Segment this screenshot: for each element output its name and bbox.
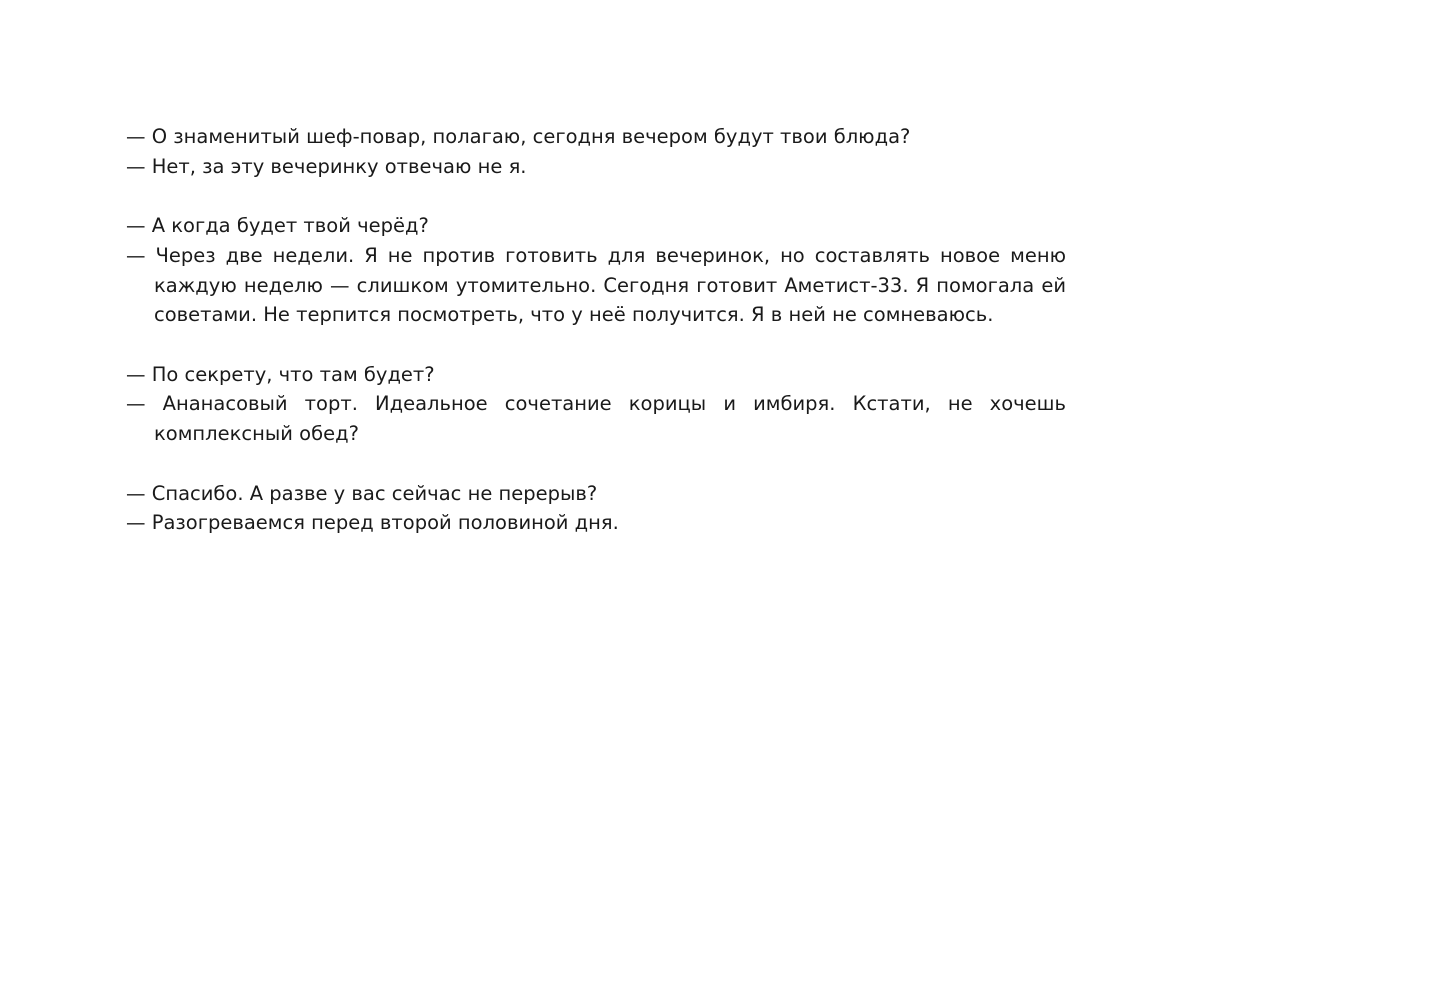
dialogue-line: — Ананасовый торт. Идеальное сочетание корицы и имбиря. Кстати, не хочешь комплексный обед? xyxy=(126,392,1066,445)
dialogue-block xyxy=(126,122,1066,181)
dialogue-line: — Разогреваемся перед второй половиной дня. xyxy=(126,511,619,535)
dialogue-line: — Нет, за эту вечеринку отвечаю не я. xyxy=(126,154,527,178)
dialogue-line: — Спасибо. А разве у вас сейчас не перерыв? xyxy=(126,481,598,505)
dialogue-line: — О знаменитый шеф-повар, полагаю, сегодня вечером будут твои блюда? xyxy=(126,125,911,148)
dialogue-line: — Через две недели. Я не против готовить для вечеринок, но составлять новое меню каждую неделю — слишком утомительно. Сегодня готовит Аметист-33. Я помогала ей советами. Не терпится посмотреть, что у неё получится. Я в ней не сомневаюсь. xyxy=(126,243,1066,327)
dialogue-line: — По секрету, что там будет? xyxy=(126,362,435,386)
dialogue-transcript xyxy=(126,122,1066,538)
dialogue-line: — А когда будет твой черёд? xyxy=(126,214,429,238)
dialogue-block xyxy=(126,360,1066,449)
dialogue-block xyxy=(126,211,1066,330)
dialogue-block xyxy=(126,479,1066,538)
